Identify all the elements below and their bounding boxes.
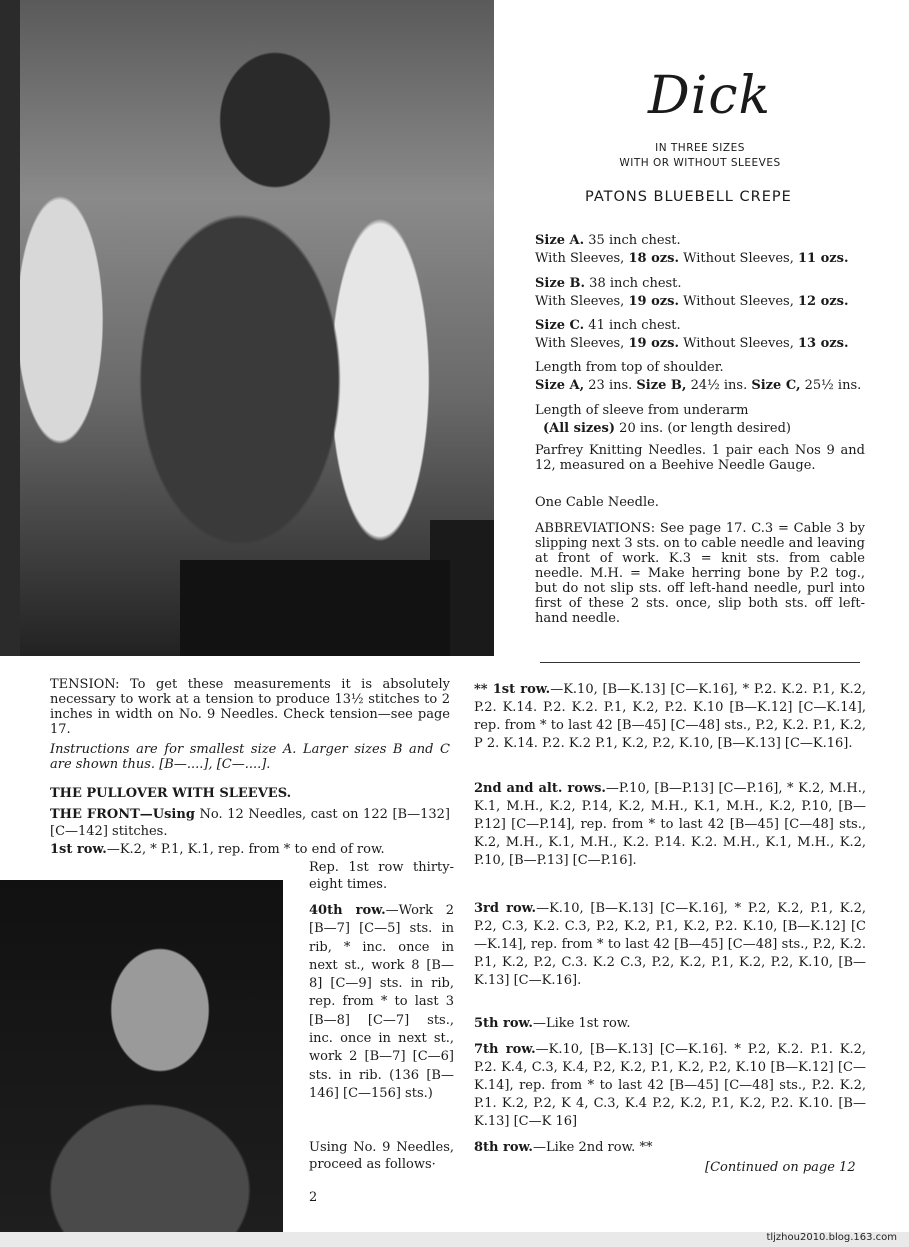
- row-8: 8th row.—Like 2nd row. **: [474, 1140, 653, 1155]
- row-1-pattern: ** 1st row.—K.10, [B—K.13] [C—K.16], * P.2. K.2. P.1, K.2, P.2. K.14. P.2. K.2. P.1, K.2, P.2. K.10 [B—K.12] [C—K.14], rep. from * to last 42 [B—45] [C—48] sts., P.2, K.2. P.1, K.2, P 2. K.14. P.2. K.2 P.1, K.2, P.2, K.10, [B—K.13] [C—K.16].: [474, 682, 866, 751]
- row-3: 3rd row.—K.10, [B—K.13] [C—K.16], * P.2, K.2, P.1, K.2, P.2, C.3, K.2. C.3, P.2, K.2, P.1, K.2, P.2. K.10, [B—K.12] [C—K.14], rep. from * to last 42 [B—45] [C—48] sts., P.2, K.2. P.1, K.2, P.2, C.3. K.2 C.3, P.2, K.2, P.1, K.2, P.2, K.10, [B—K.13] [C—K.16].: [474, 901, 866, 988]
- using-needles: Using No. 9 Needles, proceed as follows·: [309, 1140, 454, 1172]
- row-5: 5th row.—Like 1st row.: [474, 1016, 631, 1031]
- photo-silhouette: [0, 0, 494, 656]
- continued-note: [Continued on page 12: [705, 1160, 856, 1175]
- subtitle-sleeves: WITH OR WITHOUT SLEEVES: [619, 157, 781, 169]
- needles-text: Parfrey Knitting Needles. 1 pair each Nos 9 and 12, measured on a Beehive Needle Gauge.: [535, 443, 865, 473]
- subtitle-sizes: IN THREE SIZES: [655, 142, 745, 154]
- size-note: Instructions are for smallest size A. Larger sizes B and C are shown thus. [B—....], [C—....].: [50, 742, 450, 772]
- rep-instructions: Rep. 1st row thirty-eight times.: [309, 860, 454, 892]
- sleeve-heading: Length of sleeve from underarm: [535, 403, 749, 418]
- size-a-weights: With Sleeves, 18 ozs. Without Sleeves, 11 ozs.: [535, 251, 849, 266]
- size-b-weights: With Sleeves, 19 ozs. Without Sleeves, 12 ozs.: [535, 294, 849, 309]
- row-40: 40th row.—Work 2 [B—7] [C—5] sts. in rib, * inc. once in next st., work 8 [B—8] [C—9] sts. in rib, rep. from * to last 3 [B—8] [C—7] sts., inc. once in next st., work 2 [B—7] [C—6] sts. in rib. (136 [B—146] [C—156] sts.): [309, 903, 454, 1101]
- size-b-line: Size B. 38 inch chest.: [535, 276, 682, 291]
- row-7: 7th row.—K.10, [B—K.13] [C—K.16]. * P.2, K.2. P.1. K.2, P.2. K.4, C.3, K.4, P.2, K.2, P.1, K.2, P.2, K.10 [B—K.12] [C—K.14], rep. from * to last 42 [B—45] [C—48] sts., P.2. K.2, P.1. K.2, P.2, K 4, C.3, K.4 P.2, K.2, P.1, K.2, P.2. K.10. [B—K.13] [C—K 16]: [474, 1042, 866, 1129]
- pattern-title: Dick: [648, 66, 771, 126]
- sleeve-values: (All sizes) 20 ins. (or length desired): [543, 421, 791, 436]
- site-credit: tljzhou2010.blog.163.com: [766, 1232, 897, 1243]
- front-instructions: THE FRONT—Using No. 12 Needles, cast on 122 [B—132] [C—142] stitches.: [50, 807, 450, 839]
- row-2-alt: 2nd and alt. rows.—P.10, [B—P.13] [C—P.16], * K.2, M.H., K.1, M.H., K.2, P.14, K.2, M.H., K.1, M.H., K.2, P.10, [B—P.12] [C—P.14], rep. from * to last 42 [B—45] [C—48] sts., K.2, M.H., K.1, M.H., K.2. P.14. K.2. M.H., K.1, M.H., K.2, P.10, [B—P.13] [C—P.16].: [474, 781, 867, 868]
- section-title: THE PULLOVER WITH SLEEVES.: [50, 786, 292, 801]
- yarn-name: PATONS BLUEBELL CREPE: [585, 189, 792, 205]
- photo-man-pullover: [0, 0, 494, 656]
- size-c-weights: With Sleeves, 19 ozs. Without Sleeves, 13 ozs.: [535, 336, 849, 351]
- tension-text: TENSION: To get these measurements it is absolutely necessary to work at a tension to produce 13½ stitches to 2 inches in width on No. 9 Needles. Check tension—see page 17.: [50, 677, 450, 737]
- abbreviations: ABBREVIATIONS: See page 17. C.3 = Cable 3 by slipping next 3 sts. on to cable needle and leaving at front of work. K.3 = knit sts. from cable needle. M.H. = Make herring bone by P.2 tog., but do not slip sts. off left-hand needle, purl into first of these 2 sts. once, slip both sts. off left-hand needle.: [535, 521, 865, 626]
- divider-rule: [540, 662, 860, 663]
- cable-needle: One Cable Needle.: [535, 495, 659, 510]
- page-number: 2: [309, 1190, 318, 1205]
- length-heading: Length from top of shoulder.: [535, 360, 724, 375]
- row-1: 1st row.—K.2, * P.1, K.1, rep. from * to end of row.: [50, 842, 385, 857]
- size-c-line: Size C. 41 inch chest.: [535, 318, 681, 333]
- size-a-line: Size A. 35 inch chest.: [535, 233, 681, 248]
- length-values: Size A, 23 ins. Size B, 24½ ins. Size C, 25½ ins.: [535, 378, 862, 393]
- photo-man-portrait: [0, 880, 283, 1232]
